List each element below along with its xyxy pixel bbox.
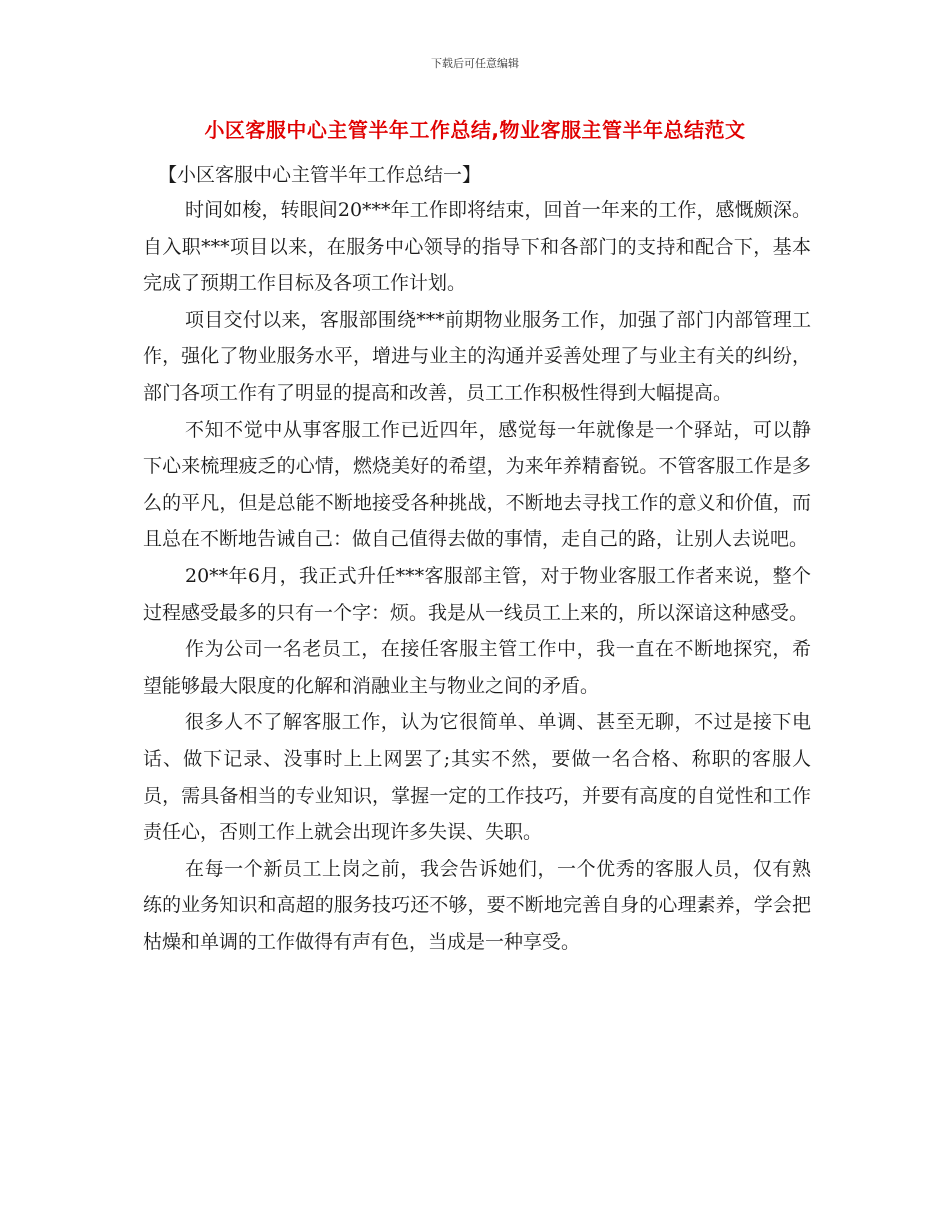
paragraph-7: 在每一个新员工上岗之前，我会告诉她们，一个优秀的客服人员，仅有熟练的业务知识和高超的服务技巧还不够，要不断地完善自身的心理素养，学会把枯燥和单调的工作做得有声有色，当成是一种享受。 [143,857,811,953]
document-body [143,158,811,960]
paragraph-2: 项目交付以来，客服部围绕***前期物业服务工作，加强了部门内部管理工作，强化了物业服务水平，增进与业主的沟通并妥善处理了与业主有关的纠纷，部门各项工作有了明显的提高和改善，员工工作积极性得到大幅提高。 [143,308,811,404]
document-title: 小区客服中心主管半年工作总结,物业客服主管半年总结范文 [204,118,746,142]
paragraph-6: 很多人不了解客服工作，认为它很简单、单调、甚至无聊，不过是接下电话、做下记录、没事时上上网罢了;其实不然，要做一名合格、称职的客服人员，需具备相当的专业知识，掌握一定的工作技巧，并要有高度的自觉性和工作责任心，否则工作上就会出现许多失误、失职。 [143,711,811,844]
header-note: 下载后可任意编辑 [431,57,519,70]
section-heading: 【小区客服中心主管半年工作总结一】 [158,164,482,186]
paragraph-3: 不知不觉中从事客服工作已近四年，感觉每一年就像是一个驿站，可以静下心来梳理疲乏的心情，燃烧美好的希望，为来年养精畜锐。不管客服工作是多么的平凡，但是总能不断地接受各种挑战，不断地去寻找工作的意义和价值，而且总在不断地告诫自己：做自己值得去做的事情，走自己的路，让别人去说吧。 [143,418,811,551]
paragraph-5: 作为公司一名老员工，在接任客服主管工作中，我一直在不断地探究，希望能够最大限度的化解和消融业主与物业之间的矛盾。 [143,638,811,697]
paragraph-4: 20**年6月，我正式升任***客服部主管，对于物业客服工作者来说，整个过程感受最多的只有一个字：烦。我是从一线员工上来的，所以深谙这种感受。 [143,564,811,624]
paragraph-1: 时间如梭，转眼间20***年工作即将结束，回首一年来的工作，感慨颇深。自入职***项目以来，在服务中心领导的指导下和各部门的支持和配合下，基本完成了预期工作目标及各项工作计划。 [143,199,811,295]
